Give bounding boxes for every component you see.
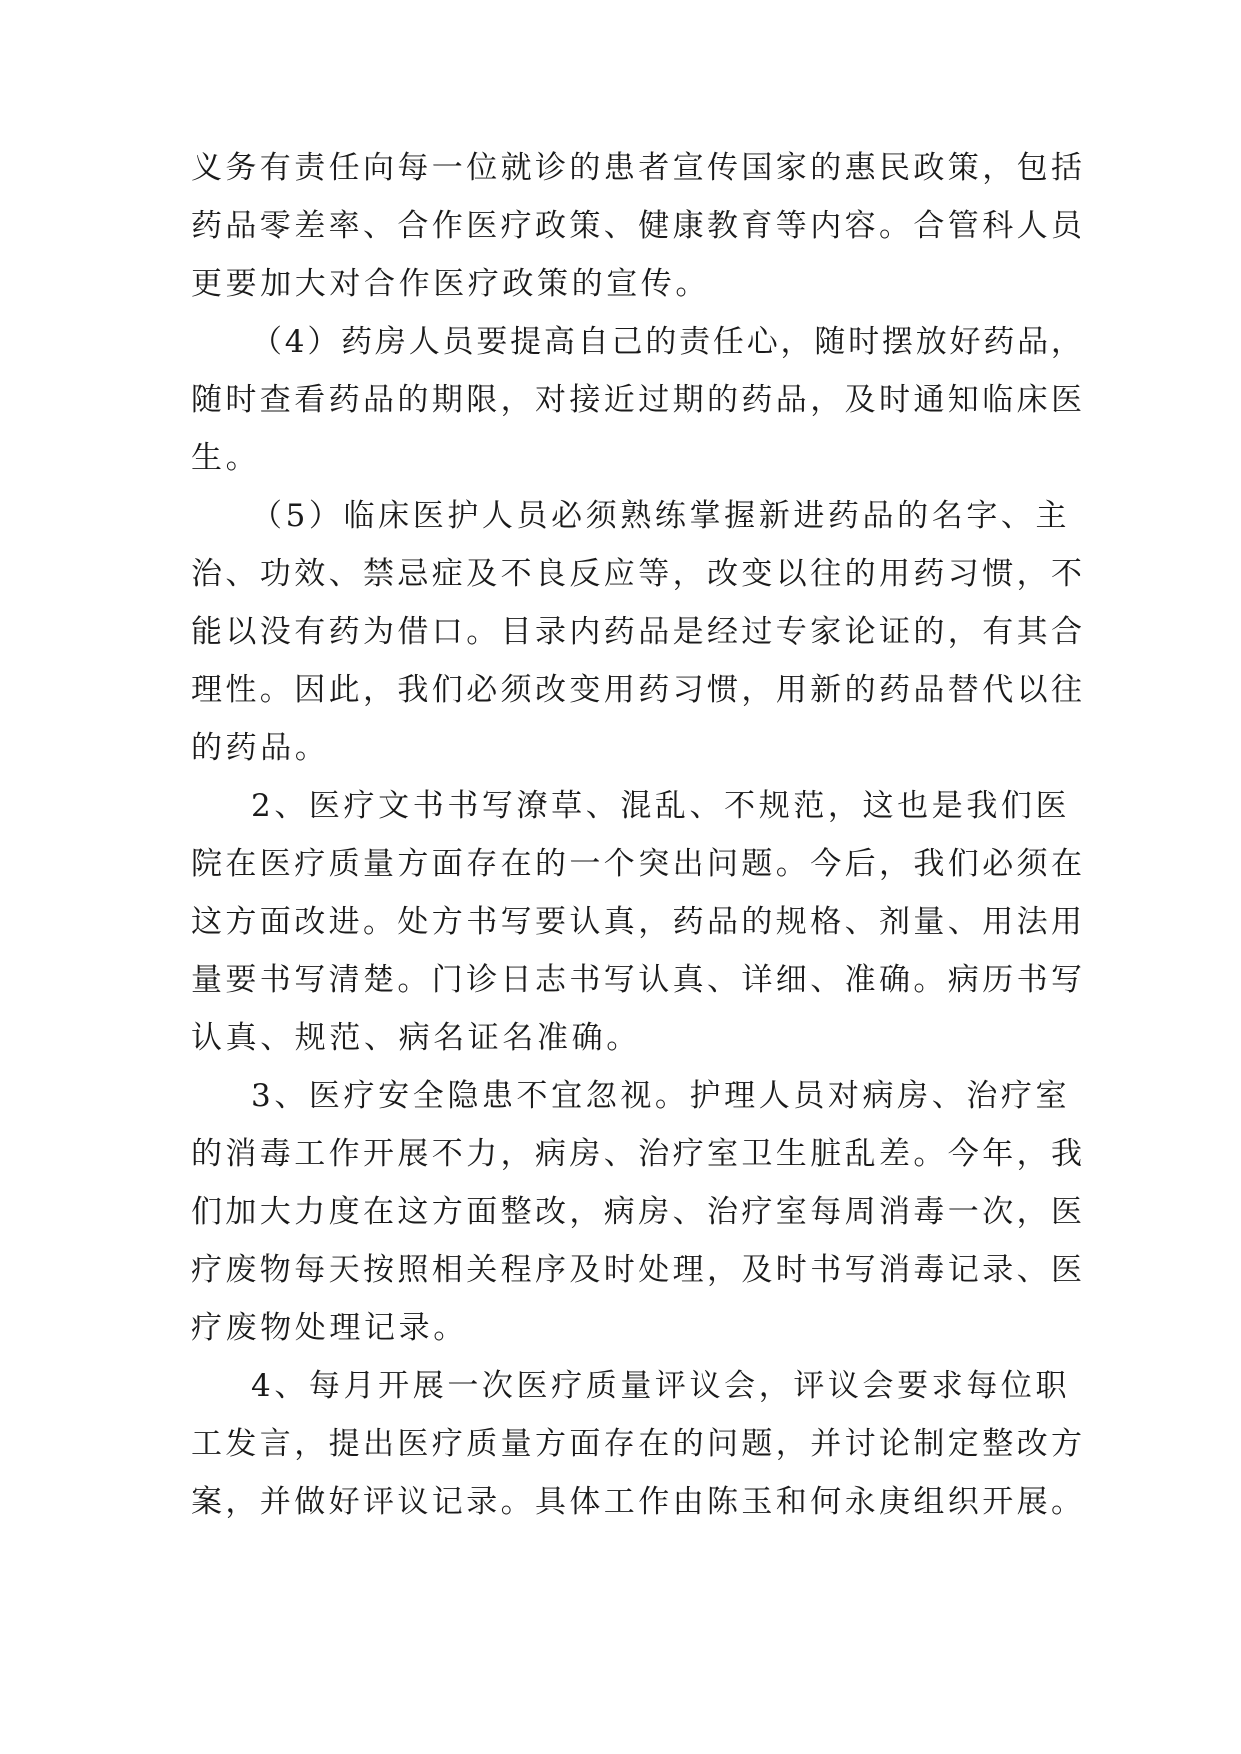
text-line: 的消毒工作开展不力，病房、治疗室卫生脏乱差。今年，我 bbox=[191, 1136, 1086, 1172]
text-line: 疗废物处理记录。 bbox=[191, 1310, 468, 1346]
text-line: 治、功效、禁忌症及不良反应等，改变以往的用药习惯，不 bbox=[191, 556, 1086, 592]
text-line: 理性。因此，我们必须改变用药习惯，用新的药品替代以往 bbox=[191, 672, 1086, 708]
text-line: 更要加大对合作医疗政策的宣传。 bbox=[191, 266, 710, 302]
text-line: （4）药房人员要提高自己的责任心，随时摆放好药品， bbox=[251, 324, 1085, 360]
text-line: 生。 bbox=[191, 440, 261, 476]
text-line: 院在医疗质量方面存在的一个突出问题。今后，我们必须在 bbox=[191, 846, 1086, 882]
text-line: 这方面改进。处方书写要认真，药品的规格、剂量、用法用 bbox=[191, 904, 1086, 940]
text-line: 3、医疗安全隐患不宜忽视。护理人员对病房、治疗室 bbox=[251, 1078, 1071, 1114]
text-line: 案，并做好评议记录。具体工作由陈玉和何永庚组织开展。 bbox=[191, 1484, 1086, 1520]
text-line: 的药品。 bbox=[191, 730, 330, 766]
text-line: 工发言，提出医疗质量方面存在的问题，并讨论制定整改方 bbox=[191, 1426, 1086, 1462]
text-line: 药品零差率、合作医疗政策、健康教育等内容。合管科人员 bbox=[191, 208, 1086, 244]
text-line: 随时查看药品的期限，对接近过期的药品，及时通知临床医 bbox=[191, 382, 1086, 418]
text-line: 疗废物每天按照相关程序及时处理，及时书写消毒记录、医 bbox=[191, 1252, 1086, 1288]
text-line: 认真、规范、病名证名准确。 bbox=[191, 1020, 641, 1056]
text-line: （5）临床医护人员必须熟练掌握新进药品的名字、主 bbox=[251, 498, 1071, 534]
text-line: 2、医疗文书书写潦草、混乱、不规范，这也是我们医 bbox=[251, 788, 1071, 824]
text-line: 能以没有药为借口。目录内药品是经过专家论证的，有其合 bbox=[191, 614, 1086, 650]
text-line: 量要书写清楚。门诊日志书写认真、详细、准确。病历书写 bbox=[191, 962, 1086, 998]
text-line: 义务有责任向每一位就诊的患者宣传国家的惠民政策，包括 bbox=[191, 150, 1086, 186]
text-line: 们加大力度在这方面整改，病房、治疗室每周消毒一次，医 bbox=[191, 1194, 1086, 1230]
text-line: 4、每月开展一次医疗质量评议会，评议会要求每位职 bbox=[251, 1368, 1071, 1404]
